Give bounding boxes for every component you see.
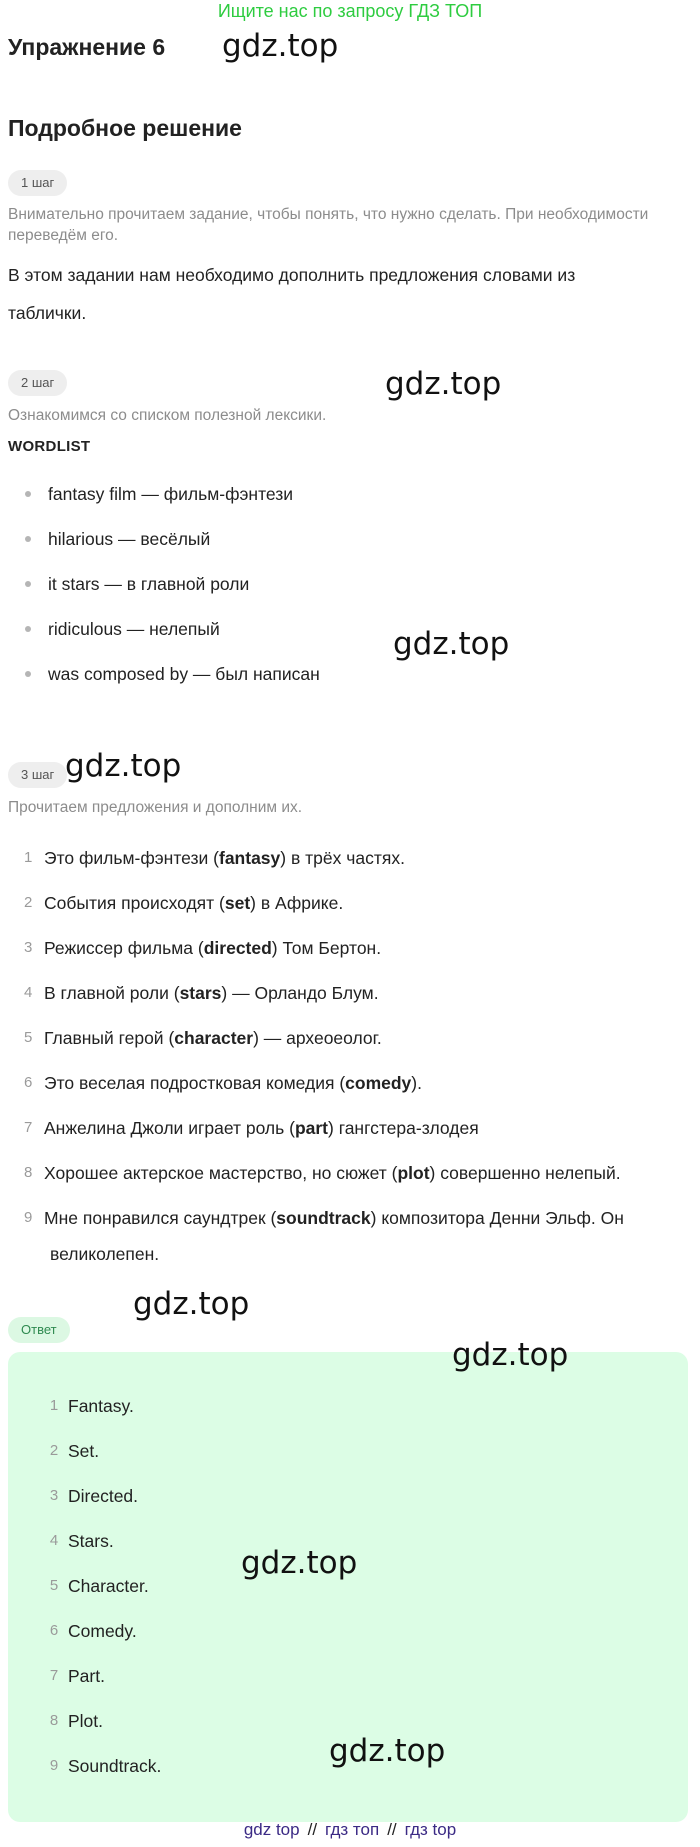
- sentence-list: [18, 840, 668, 1281]
- word-entry: hilarious — весёлый: [48, 529, 211, 549]
- answer-text: Fantasy.: [68, 1396, 134, 1416]
- answer-text: Plot.: [68, 1711, 104, 1731]
- list-item: [18, 840, 668, 876]
- footer-link[interactable]: гдз top: [404, 1820, 457, 1839]
- item-number: 6: [49, 1622, 59, 1639]
- answer-word: soundtrack: [276, 1208, 371, 1228]
- bullet-icon: [25, 536, 31, 542]
- list-item: [40, 1438, 161, 1483]
- item-number: 7: [24, 1119, 33, 1136]
- answer-word: fantasy: [219, 848, 281, 868]
- answer-word: comedy: [345, 1073, 412, 1093]
- list-item: [18, 885, 668, 921]
- item-number: 3: [49, 1487, 59, 1504]
- word-entry: fantasy film — фильм-фэнтези: [48, 484, 294, 504]
- list-item: [22, 662, 320, 707]
- watermark: gdz.top: [385, 366, 502, 402]
- step-2-badge: 2 шаг: [8, 370, 67, 396]
- watermark: gdz.top: [133, 1286, 250, 1322]
- item-number: 5: [24, 1029, 33, 1046]
- answer-word: character: [174, 1028, 254, 1048]
- bullet-icon: [25, 491, 31, 497]
- answer-badge: Ответ: [8, 1317, 70, 1343]
- item-number: 3: [24, 939, 33, 956]
- answer-text: Character.: [68, 1576, 149, 1596]
- item-number: 5: [49, 1577, 59, 1594]
- list-item: [40, 1483, 161, 1528]
- watermark: gdz.top: [222, 28, 339, 64]
- bullet-icon: [25, 671, 31, 677]
- item-number: 9: [24, 1209, 33, 1226]
- answer-text: Soundtrack.: [68, 1756, 162, 1776]
- item-number: 2: [24, 894, 33, 911]
- list-item: [40, 1753, 161, 1798]
- sentence-text: великолепен.: [50, 1244, 160, 1264]
- sentence-text: ) Том Бертон.: [271, 938, 382, 958]
- item-number: 7: [49, 1667, 59, 1684]
- answer-text: Directed.: [68, 1486, 139, 1506]
- answer-text: Comedy.: [68, 1621, 137, 1641]
- word-entry: it stars — в главной роли: [48, 574, 250, 594]
- word-entry: ridiculous — нелепый: [48, 619, 220, 639]
- item-number: 8: [24, 1164, 33, 1181]
- footer-links: [0, 1820, 700, 1840]
- list-item: [18, 1110, 668, 1146]
- list-item: [18, 1155, 668, 1191]
- solution-title: Подробное решение: [8, 115, 242, 141]
- list-item: [40, 1618, 161, 1663]
- watermark: gdz.top: [241, 1545, 358, 1581]
- sentence-text: ) совершенно нелепый.: [429, 1163, 621, 1183]
- list-item: [22, 482, 320, 527]
- footer-link[interactable]: gdz top: [243, 1820, 300, 1839]
- sentence-text: ) в Африке.: [250, 893, 344, 913]
- footer-separator: //: [387, 1820, 397, 1839]
- item-number: 4: [24, 984, 33, 1001]
- sentence-text: Это фильм-фэнтези (: [44, 848, 219, 868]
- sentence-text: ) — археоеолог.: [253, 1028, 382, 1048]
- watermark: gdz.top: [65, 748, 182, 784]
- step-1-badge: 1 шаг: [8, 170, 67, 196]
- item-number: 6: [24, 1074, 33, 1091]
- answer-text: Part.: [68, 1666, 105, 1686]
- sentence-text: Мне понравился саундтрек (: [44, 1208, 277, 1228]
- item-number: 2: [49, 1442, 59, 1459]
- wordlist-title: WORDLIST: [8, 438, 91, 455]
- sentence-text: ) в трёх частях.: [280, 848, 405, 868]
- list-item: [18, 1020, 668, 1056]
- answer-word: stars: [179, 983, 222, 1003]
- watermark: gdz.top: [452, 1337, 569, 1373]
- sentence-text: ).: [411, 1073, 422, 1093]
- sentence-text: ) — Орландо Блум.: [221, 983, 379, 1003]
- list-item: [40, 1393, 161, 1438]
- footer-separator: //: [307, 1820, 318, 1839]
- sentence-text: Это веселая подростковая комедия (: [44, 1073, 346, 1093]
- sentence-text: Анжелина Джоли играет роль (: [44, 1118, 295, 1138]
- watermark: gdz.top: [329, 1733, 446, 1769]
- footer-link[interactable]: гдз топ: [325, 1820, 380, 1839]
- watermark: gdz.top: [393, 626, 510, 662]
- sentence-text: Режиссер фильма (: [44, 938, 204, 958]
- list-item: [22, 617, 320, 662]
- answer-list: [40, 1393, 161, 1798]
- item-number: 9: [49, 1757, 59, 1774]
- step-1-text: В этом задании нам необходимо дополнить предложения словами из таблички.: [8, 265, 576, 323]
- list-item: [40, 1528, 161, 1573]
- answer-word: directed: [203, 938, 272, 958]
- answer-word: set: [224, 893, 251, 913]
- sentence-text: События происходят (: [44, 893, 225, 913]
- exercise-title: Упражнение 6: [8, 34, 166, 60]
- sentence-text: В главной роли (: [44, 983, 180, 1003]
- step-1-note: Внимательно прочитаем задание, чтобы понять, что нужно сделать. При необходимости переведём его.: [8, 206, 649, 244]
- list-item: [40, 1663, 161, 1708]
- item-number: 1: [24, 849, 33, 866]
- bullet-icon: [25, 581, 31, 587]
- step-3-badge: 3 шаг: [8, 762, 67, 788]
- sentence-text: ) гангстера-злодея: [328, 1118, 479, 1138]
- search-banner: Ищите нас по запросу ГДЗ ТОП: [217, 1, 483, 21]
- answer-text: Stars.: [68, 1531, 114, 1551]
- word-entry: was composed by — был написан: [48, 664, 320, 684]
- bullet-icon: [25, 626, 31, 632]
- sentence-text: ) композитора Денни Эльф. Он: [370, 1208, 624, 1228]
- item-number: 4: [49, 1532, 59, 1549]
- wordlist: [22, 482, 320, 707]
- item-number: 1: [49, 1397, 59, 1414]
- list-item: [22, 572, 320, 617]
- step-2-note: Ознакомимся со списком полезной лексики.: [8, 407, 327, 424]
- sentence-text: Главный герой (: [44, 1028, 175, 1048]
- step-3-note: Прочитаем предложения и дополним их.: [8, 799, 303, 816]
- sentence-text: Хорошее актерское мастерство, но сюжет (: [44, 1163, 398, 1183]
- list-item: [18, 1200, 668, 1272]
- list-item: [40, 1708, 161, 1753]
- list-item: [22, 527, 320, 572]
- answer-word: plot: [397, 1163, 430, 1183]
- item-number: 8: [49, 1712, 59, 1729]
- list-item: [18, 1065, 668, 1101]
- answer-word: part: [294, 1118, 329, 1138]
- list-item: [40, 1573, 161, 1618]
- list-item: [18, 975, 668, 1011]
- list-item: [18, 930, 668, 966]
- answer-text: Set.: [68, 1441, 100, 1461]
